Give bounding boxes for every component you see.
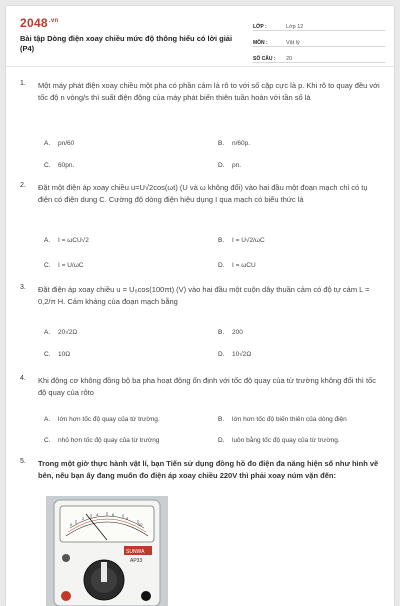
question-number: 2. bbox=[20, 182, 26, 189]
option-label: C. bbox=[44, 437, 51, 444]
option-text: I = ωCU bbox=[232, 262, 256, 269]
option-label: A. bbox=[44, 416, 51, 423]
meta-label: SỐ CÂU : bbox=[253, 56, 276, 62]
option-label: D. bbox=[218, 437, 225, 444]
question-1 bbox=[20, 80, 385, 180]
option-d[interactable] bbox=[218, 262, 256, 269]
option-text: lớn hơn tốc độ quay của từ trường. bbox=[58, 416, 160, 423]
option-c[interactable] bbox=[44, 262, 83, 269]
option-label: A. bbox=[44, 329, 51, 336]
meta-panel bbox=[253, 17, 385, 65]
option-c[interactable] bbox=[44, 437, 159, 444]
multimeter-photo bbox=[46, 496, 168, 606]
worksheet-page bbox=[6, 6, 394, 606]
option-text: n/60p. bbox=[232, 140, 251, 147]
option-label: B. bbox=[218, 416, 225, 423]
multimeter-illustration bbox=[46, 496, 168, 606]
option-text: nhỏ hơn tốc độ quay của từ trường bbox=[58, 437, 160, 444]
question-number: 5. bbox=[20, 458, 26, 465]
meter-brand: SUNWA bbox=[126, 549, 145, 555]
meta-value: 20 bbox=[286, 56, 293, 62]
question-number: 1. bbox=[20, 80, 26, 87]
option-text: 10Ω bbox=[58, 351, 71, 358]
meta-row-count bbox=[253, 49, 385, 63]
meta-label: LỚP : bbox=[253, 24, 267, 30]
option-a[interactable] bbox=[44, 329, 77, 336]
option-text: pn. bbox=[232, 162, 242, 169]
header bbox=[6, 6, 394, 67]
option-text: 10√2Ω bbox=[232, 351, 252, 358]
option-d[interactable] bbox=[218, 351, 251, 358]
option-label: D. bbox=[218, 351, 225, 358]
option-label: C. bbox=[44, 162, 51, 169]
option-label: A. bbox=[44, 140, 51, 147]
question-5 bbox=[20, 458, 385, 498]
question-number: 3. bbox=[20, 284, 26, 291]
scale-mark: 2 bbox=[82, 516, 85, 521]
question-3 bbox=[20, 284, 385, 374]
page-title: Bài tập Dòng điện xoay chiều mức độ thông hiểu có lời giải (P4) bbox=[20, 34, 233, 53]
scale-mark: 6 bbox=[112, 512, 115, 517]
question-number: 4. bbox=[20, 375, 26, 382]
question-text: Đặt một điện áp xoay chiều u=U√2cos(ωt) (U và ω không đổi) vào hai đầu một đoạn mạch chỉ có tụ điện có điện dung C. Cường độ dòng điện hiệu dụng I qua mạch có biểu thức là bbox=[38, 183, 368, 204]
question-text: Một máy phát điện xoay chiều một pha có phần cảm là rô to với số cặp cực là p. Khi rô to quay đều với tốc độ n vòng/s thì suất điện động của máy phát biến thiên tuần hoàn với tần số là bbox=[38, 81, 380, 102]
option-a[interactable] bbox=[44, 140, 74, 147]
scale-mark: 8 bbox=[126, 516, 129, 521]
option-c[interactable] bbox=[44, 162, 74, 169]
option-text: I = U/ωC bbox=[58, 262, 84, 269]
question-text: Khi động cơ không đồng bộ ba pha hoạt động ổn định với tốc độ quay của từ trường không đổi thì tốc độ quay của rôto bbox=[38, 376, 376, 397]
option-text: 200 bbox=[232, 329, 243, 336]
option-c[interactable] bbox=[44, 351, 70, 358]
option-label: C. bbox=[44, 351, 51, 358]
option-b[interactable] bbox=[218, 329, 243, 336]
option-label: B. bbox=[218, 237, 225, 244]
option-label: D. bbox=[218, 262, 225, 269]
option-b[interactable] bbox=[218, 140, 250, 147]
option-text: 20√2Ω bbox=[58, 329, 78, 336]
option-d[interactable] bbox=[218, 437, 340, 444]
option-a[interactable] bbox=[44, 416, 160, 423]
meta-row-subject bbox=[253, 33, 385, 47]
option-label: B. bbox=[218, 329, 225, 336]
scale-mark: 4 bbox=[96, 512, 99, 517]
option-text: I = U√2/ωC bbox=[232, 237, 265, 244]
meta-value: Lớp 12 bbox=[286, 24, 304, 30]
option-text: lớn hơn tốc độ biến thiên của dòng điện bbox=[232, 416, 347, 423]
option-d[interactable] bbox=[218, 162, 241, 169]
question-4 bbox=[20, 375, 385, 457]
logo-main: 2048 bbox=[20, 16, 48, 30]
option-label: B. bbox=[218, 140, 225, 147]
site-logo[interactable] bbox=[20, 16, 58, 30]
scale-mark: 10 bbox=[138, 522, 143, 527]
option-a[interactable] bbox=[44, 237, 89, 244]
meta-value: Vật lý bbox=[286, 40, 300, 46]
option-label: A. bbox=[44, 237, 51, 244]
logo-sub: .vn bbox=[48, 18, 59, 24]
scale-mark: 0 bbox=[70, 522, 73, 527]
question-2 bbox=[20, 182, 385, 282]
question-text: Đặt điện áp xoay chiều u = U₀cos(100πt) (V) vào hai đầu một cuộn dây thuần cảm có độ tự cảm L = 0,2/π H. Cảm kháng của đoạn mạch bằng bbox=[38, 285, 370, 306]
meta-label: MÔN : bbox=[253, 40, 268, 46]
option-b[interactable] bbox=[218, 416, 347, 423]
option-label: D. bbox=[218, 162, 225, 169]
option-label: C. bbox=[44, 262, 51, 269]
question-text: Trong một giờ thực hành vật lí, bạn Tiến sử dụng đồng hồ đo điện đa năng hiện số như hình vẽ bên, nếu bạn ấy đang muốn đo điện áp xoay chiều 220V thì phải xoay núm vặn đến: bbox=[38, 459, 379, 480]
option-b[interactable] bbox=[218, 237, 265, 244]
meta-row-class bbox=[253, 17, 385, 31]
option-text: luôn bằng tốc độ quay của từ trường. bbox=[232, 437, 340, 444]
option-text: 60pn. bbox=[58, 162, 75, 169]
meter-model: AP33 bbox=[130, 558, 143, 564]
option-text: I = ωCU√2 bbox=[58, 237, 89, 244]
option-text: pn/60 bbox=[58, 140, 75, 147]
